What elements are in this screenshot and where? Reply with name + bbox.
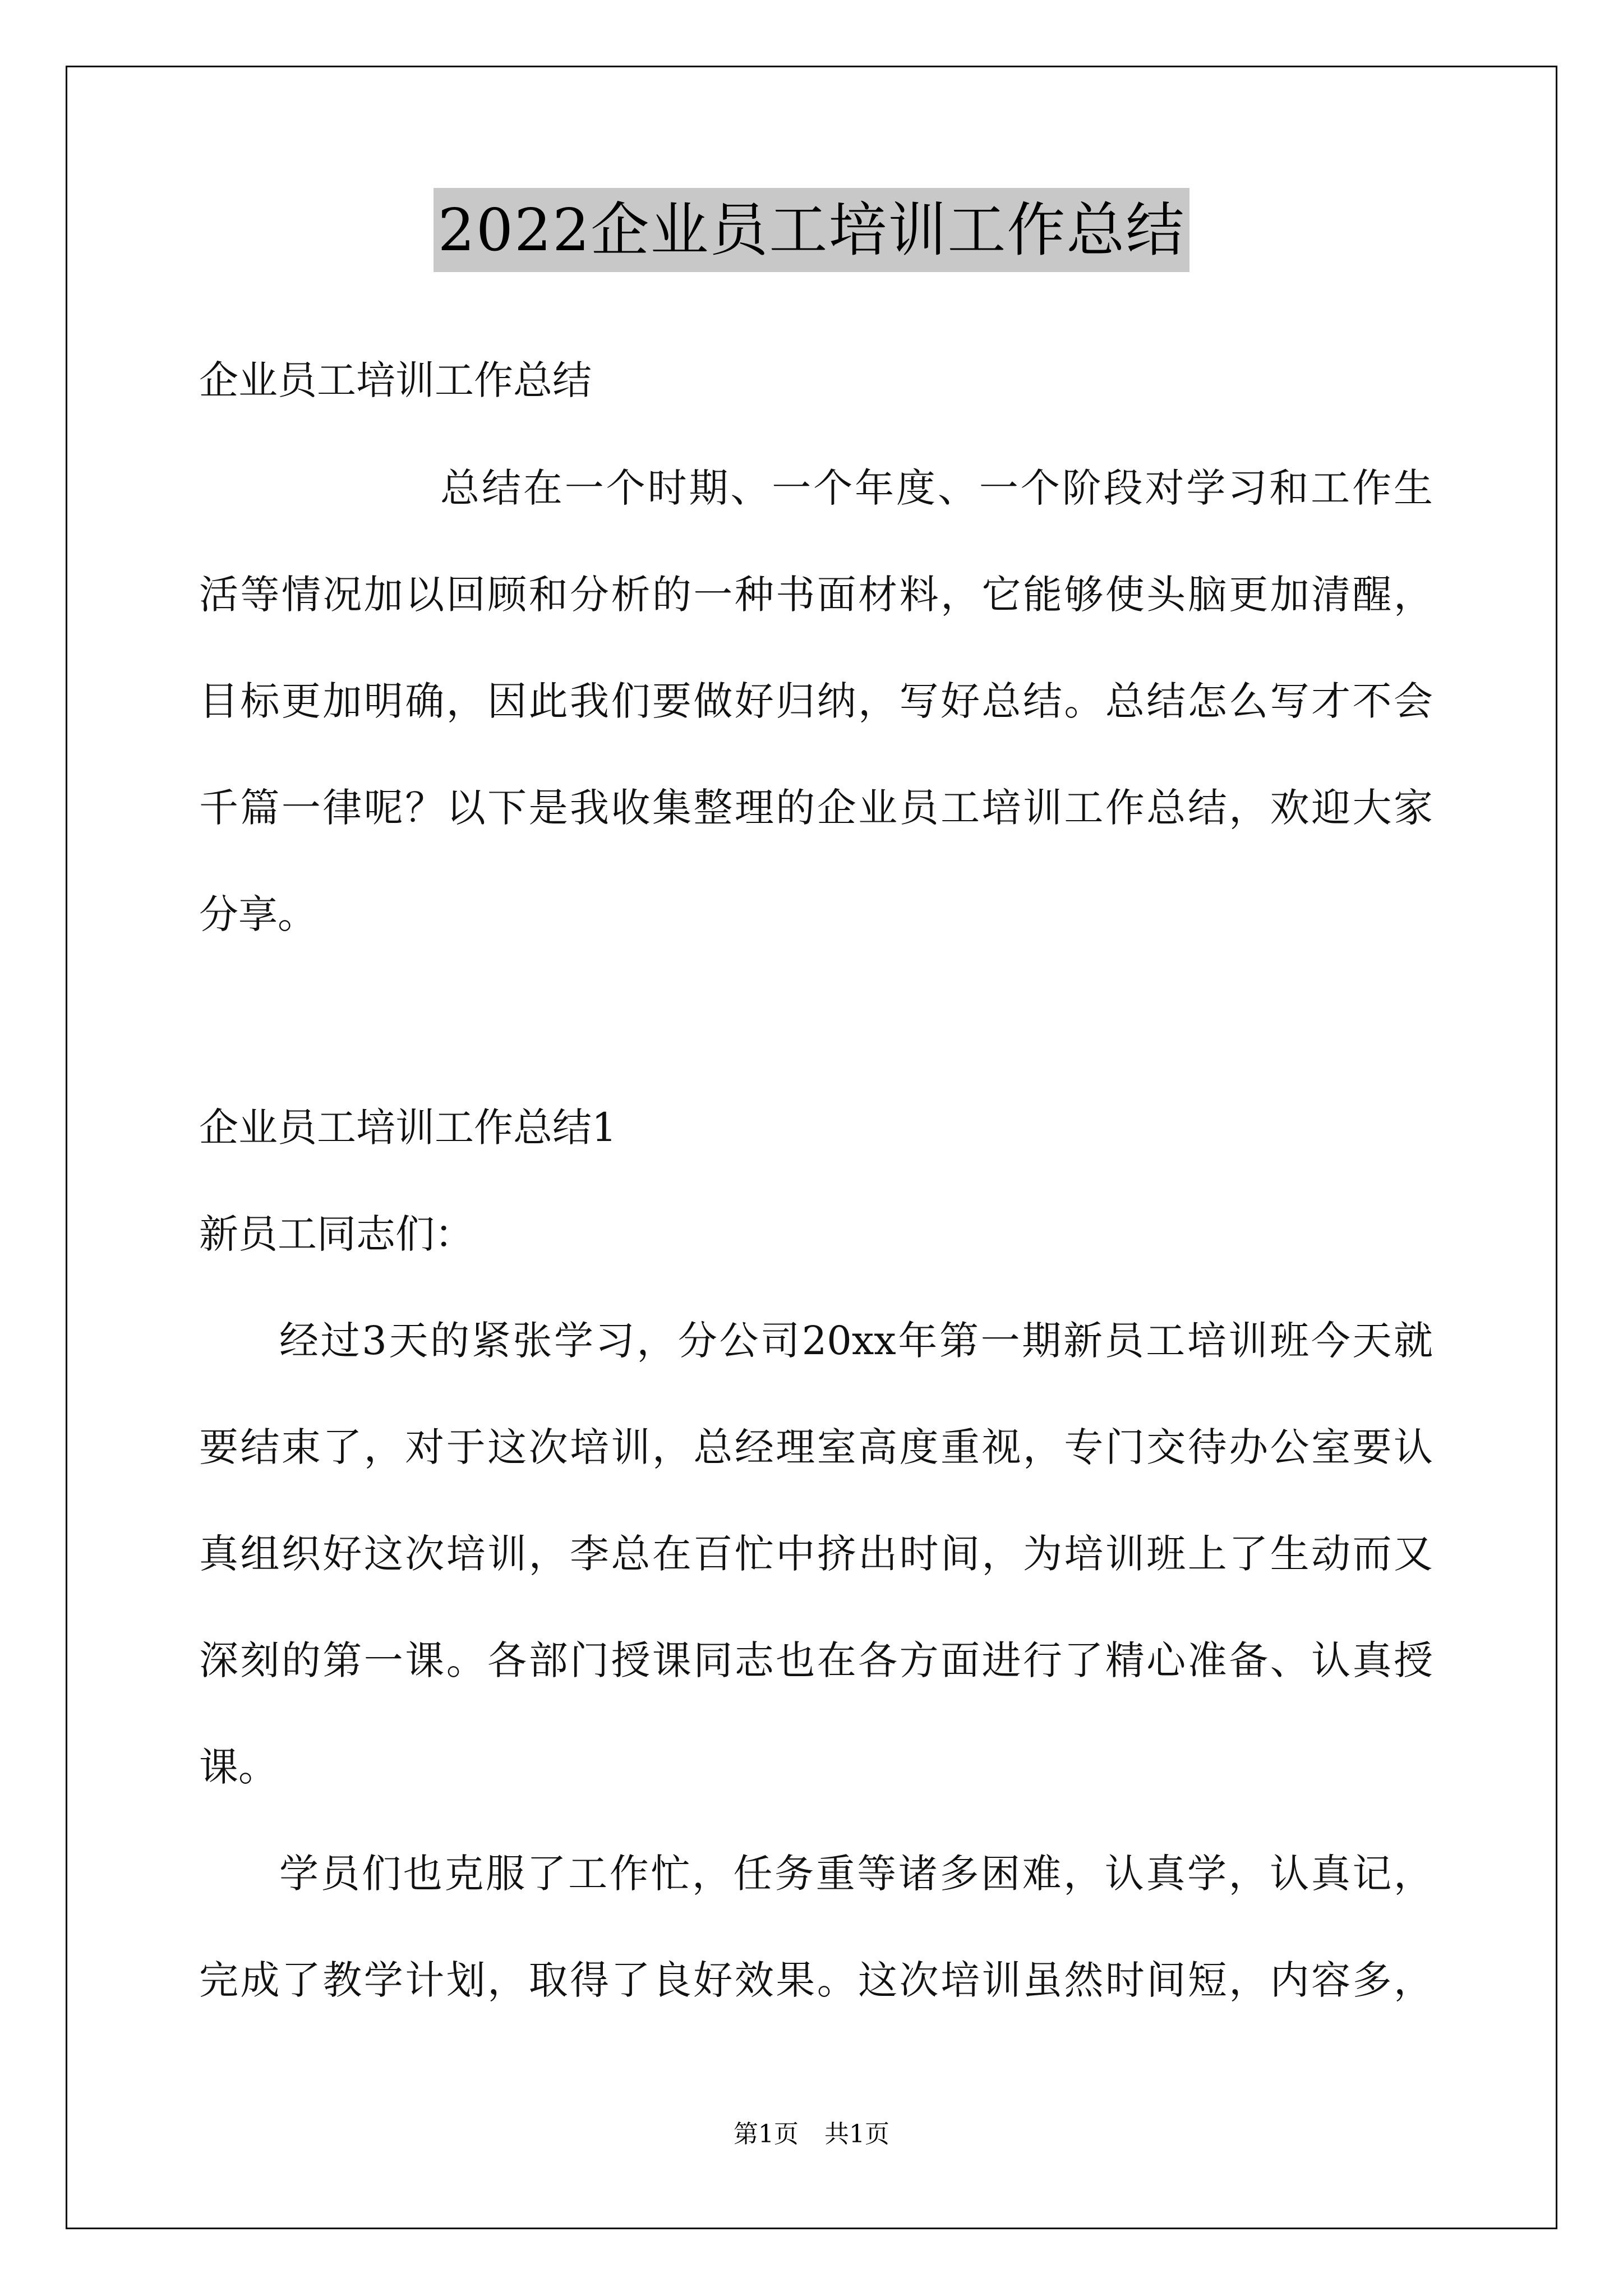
paragraph-line: 经过3天的紧张学习，分公司20xx年第一期新员工培训班今天就 — [279, 1318, 1433, 1364]
intro-line: 活等情况加以回顾和分析的一种书面材料，它能够使头脑更加清醒， — [199, 572, 1433, 618]
intro-line: 分享。 — [199, 891, 317, 937]
document-title: 2022企业员工培训工作总结 — [434, 188, 1190, 272]
paragraph-line: 学员们也克服了工作忙，任务重等诸多困难，认真学，认真记， — [279, 1851, 1433, 1897]
paragraph-line: 深刻的第一课。各部门授课同志也在各方面进行了精心准备、认真授 — [199, 1637, 1433, 1683]
page-number: 第1页 — [734, 2120, 799, 2148]
intro-line: 总结在一个时期、一个年度、一个阶段对学习和工作生 — [440, 465, 1433, 511]
title-container — [0, 188, 1623, 272]
page-total: 共1页 — [824, 2120, 889, 2148]
document-subtitle: 企业员工培训工作总结 — [199, 357, 592, 403]
paragraph-line: 课。 — [199, 1744, 278, 1790]
intro-line: 目标更加明确，因此我们要做好归纳，写好总结。总结怎么写才不会 — [199, 678, 1433, 724]
greeting: 新员工同志们： — [199, 1211, 474, 1257]
page-footer — [0, 2118, 1623, 2151]
paragraph-line: 要结束了，对于这次培训，总经理室高度重视，专门交待办公室要认 — [199, 1424, 1433, 1470]
paragraph-line: 完成了教学计划，取得了良好效果。这次培训虽然时间短，内容多， — [199, 1957, 1433, 2003]
intro-line: 千篇一律呢？以下是我收集整理的企业员工培训工作总结，欢迎大家 — [199, 785, 1433, 831]
section-heading: 企业员工培训工作总结1 — [199, 1105, 617, 1151]
paragraph-line: 真组织好这次培训，李总在百忙中挤出时间，为培训班上了生动而又 — [199, 1531, 1433, 1577]
